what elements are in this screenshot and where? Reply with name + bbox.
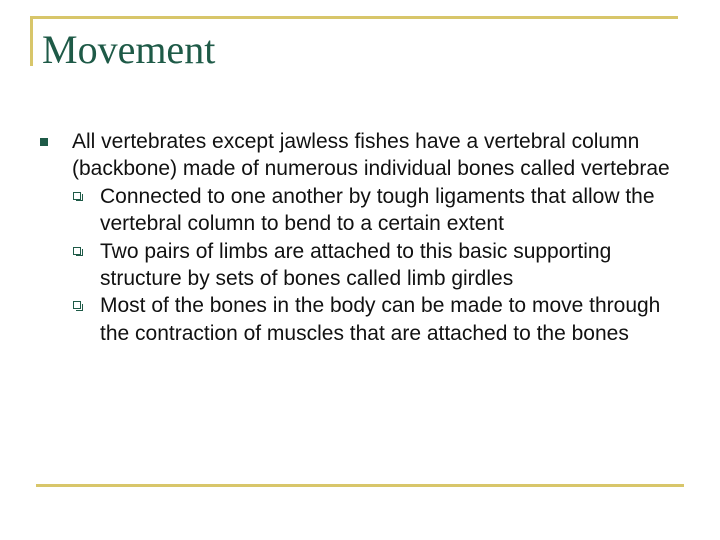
- frame-top-rule: [30, 16, 678, 19]
- slide-content: [34, 128, 684, 347]
- slide-title: Movement: [42, 27, 216, 72]
- square-bullet-icon: [40, 138, 48, 146]
- sub-bullet-list: [34, 183, 684, 347]
- sub-bullet-text: Connected to one another by tough ligaments that allow the vertebral column to bend to a certain extent: [100, 184, 655, 236]
- sub-bullet-item: [34, 238, 684, 293]
- frame-left-rule: [30, 16, 33, 66]
- bullet-main-text: All vertebrates except jawless fishes have a vertebral column (backbone) made of numerous individual bones called vertebrae: [72, 130, 670, 181]
- sub-bullet-item: [34, 183, 684, 238]
- sub-bullet-text: Two pairs of limbs are attached to this basic supporting structure by sets of bones called limb girdles: [100, 239, 612, 291]
- hollow-square-bullet-icon: [73, 247, 81, 255]
- sub-bullet-text: Most of the bones in the body can be made to move through the contraction of muscles that are attached to the bones: [100, 294, 661, 345]
- hollow-square-bullet-icon: [73, 301, 81, 309]
- sub-bullet-item: [34, 292, 684, 347]
- bullet-main: [34, 128, 684, 183]
- hollow-square-bullet-icon: [73, 192, 81, 200]
- frame-bottom-rule: [36, 484, 684, 487]
